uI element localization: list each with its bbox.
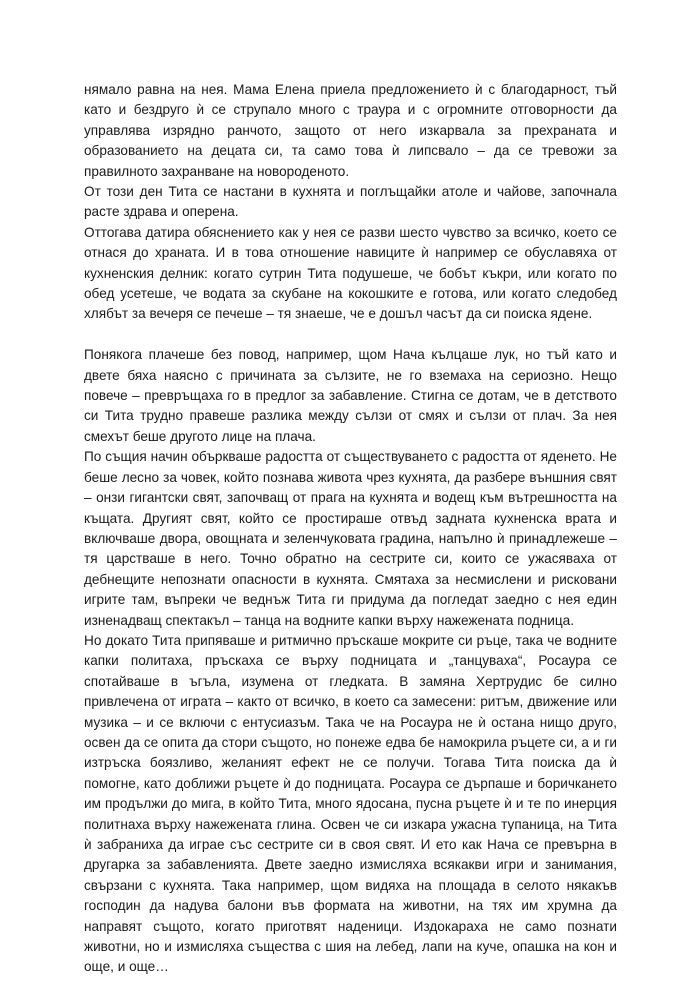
document-page bbox=[84, 80, 617, 978]
paragraph-1: нямало равна на нея. Мама Елена приела предложението ѝ с благодарност, тъй като и бездруго ѝ се струпало много с траура и с огромните отговорности да управлява изрядно ранчото, защото от него изкарвала за прехраната и образованието на децата си, та само това ѝ липсвало – да се тревожи за правилното захранване на новороденото. bbox=[84, 82, 617, 179]
paragraph-4: Понякога плачеше без повод, например, щом Нача кълцаше лук, но тъй като и двете бяха наясно с причината за сълзите, не го вземаха на сериозно. Нещо повече – превръщаха го в предлог за забавление. Стигна се дотам, че в детството си Тита трудно правеше разлика между сълзи от смях и сълзи от плач. За нея смехът беше другото лице на плача. bbox=[84, 347, 617, 444]
paragraph-6: Но докато Тита припяваше и ритмично пръскаше мокрите си ръце, така че водните капки политаха, пръскаха се върху подницата и „танцуваха“, Росаура се спотайваше в ъгъла, изумена от гледката. В замяна Хертрудис бе силно привлечена от играта – както от всичко, в което са замесени: ритъм, движение или музика – и се включи с ентусиазъм. Така че на Росаура не ѝ остана нищо друго, освен да се опита да стори същото, но понеже едва бе намокрила ръцете си, а и ги изтръска боязливо, желаният ефект не се получи. Тогава Тита поиска да ѝ помогне, като доближи ръцете ѝ до подницата. Росаура се дърпаше и боричкането им продължи до мига, в който Тита, много ядосана, пусна ръцете ѝ и те по инерция политнаха върху нажежената глина. Освен че си изкара ужасна тупаница, на Тита ѝ забраниха да играе със сестрите си в своя свят. И ето как Нача се превърна в другарка за забавленията. Двете заедно измисляха всякакви игри и занимания, свързани с кухнята. Така например, щом видяха на площада в селото някакъв господин да надува балони във формата на животни, на тях им хрумна да направят същото, когато приготвят наденици. Издокараха не само познати животни, но и измисляха същества с шия на лебед, лапи на куче, опашка на кон и още, и още… bbox=[84, 632, 617, 975]
paragraph-5: По същия начин объркваше радостта от съществуването с радостта от яденето. Не беше лесно за човек, който познава живота чрез кухнята, да разбере външния свят – онзи гигантски свят, започващ от прага на кухнята и водещ към вътрешността на къщата. Другият свят, който се простираше отвъд задната кухненска врата и включваше двора, овощната и зеленчуковата градина, напълно ѝ принадлежеше – тя царстваше в него. Точно обратно на сестрите си, които се ужасяваха от дебнещите непознати опасности в кухнята. Смятаха за несмислени и рисковани игрите там, въпреки че веднъж Тита ги придума да погледат заедно с нея един изненадващ спектакъл – танца на водните капки върху нажежената подница. bbox=[84, 449, 617, 628]
paragraph-3: Оттогава датира обяснението как у нея се разви шесто чувство за всичко, което се отнася до храната. И в това отношение навиците ѝ например се обуславяха от кухненския делник: когато сутрин Тита подушеше, че бобът къкри, или когато по обед усетеше, че водата за скубане на кокошките е готова, или когато следобед хлябът за вечеря се печеше – тя знаеше, че е дошъл часът да си поиска ядене. bbox=[84, 224, 617, 322]
paragraph-2: От този ден Тита се настани в кухнята и поглъщайки атоле и чайове, започнала расте здрава и оперена. bbox=[84, 184, 617, 220]
